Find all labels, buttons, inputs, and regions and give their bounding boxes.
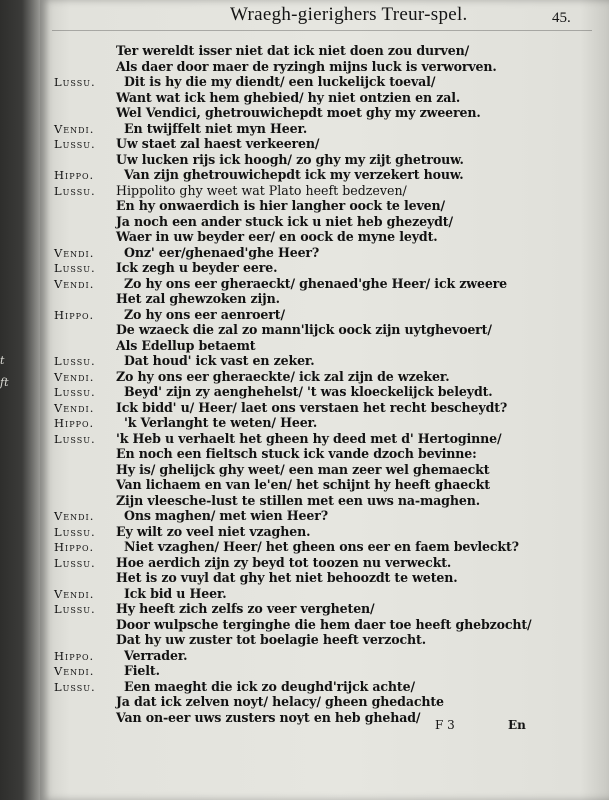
page-number: 45. (552, 10, 571, 26)
speaker-name: Vendi. (54, 400, 95, 415)
speaker-name: Hippo. (54, 648, 95, 663)
verse-text: Het zal ghewzoken zijn. (116, 291, 280, 306)
verse-text: Want wat ick hem ghebied/ hy niet ontzien en zal. (116, 89, 461, 105)
verse-text: Het is zo vuyl dat ghy het niet behoozdt te weten. (116, 570, 458, 585)
verse-text: Ons maghen/ met wien Heer? (124, 508, 328, 523)
verse-text: Uw staet zal haest verkeeren/ (116, 136, 320, 151)
speaker-name: Hippo. (54, 307, 95, 322)
verse-text: Verrader. (124, 647, 188, 663)
verse-text: Als daer door maer de ryzingh mijns luck is verworven. (116, 58, 497, 74)
speaker-name: Hippo. (54, 416, 95, 430)
margin-fragment: t (0, 354, 5, 367)
verse-text: Dit is hy die my diendt/ een luckelijck toeval/ (124, 74, 436, 89)
verse-text: Ick bidd' u/ Heer/ laet ons verstaen het recht bescheydt? (116, 399, 508, 415)
verse-text: Ter wereldt isser niet dat ick niet doen zou durven/ (116, 43, 470, 58)
verse-text: Ja noch een ander stuck ick u niet heb ghezeydt/ (116, 213, 453, 229)
speaker-name: Vendi. (54, 509, 95, 523)
left-margin-fragments (0, 350, 14, 394)
verse-text: Zijn vleesche-lust te stillen met een uws na-maghen. (116, 492, 480, 508)
speaker-name: Lussu. (54, 385, 96, 399)
verse-text: Zo hy ons eer gheraeckte/ ick zal zijn de wzeker. (116, 368, 450, 384)
verse-text: Van lichaem en van le'en/ het schijnt hy heeft ghaeckt (116, 477, 490, 492)
verse-text: En twijffelt niet myn Heer. (124, 120, 308, 136)
verse-text: En hy onwaerdich is hier langher oock te leven/ (116, 198, 445, 213)
speaker-name: Lussu. (54, 183, 96, 198)
verse-text: De wzaeck die zal zo mann'lijck oock zijn uytghevoert/ (116, 322, 492, 337)
speaker-name: Vendi. (54, 369, 95, 384)
speaker-name: Vendi. (54, 276, 95, 291)
verse-text: Hippolito ghy weet wat Plato heeft bedzeven/ (116, 182, 407, 198)
speaker-name: Vendi. (54, 664, 95, 678)
verse-text: Door wulpsche terginghe die hem daer toe heeft ghebzocht/ (116, 616, 532, 632)
speaker-name: Lussu. (54, 431, 96, 446)
margin-fragment: ft (0, 376, 9, 389)
verse-text: Zo hy ons eer gheraeckt/ ghenaed'ghe Heer/ ick zweere (124, 275, 508, 291)
speaker-name: Vendi. (54, 245, 95, 260)
verse-text: Ick bid u Heer. (124, 585, 227, 601)
verse-text: Een maeght die ick zo deughd'rijck achte/ (124, 678, 415, 694)
verse-text: Fielt. (124, 663, 160, 678)
speaker-name: Lussu. (54, 261, 96, 275)
speaker-name: Lussu. (54, 524, 96, 539)
verse-text: Dat hy uw zuster tot boelagie heeft verzocht. (116, 632, 426, 647)
speaker-name: Hippo. (54, 540, 95, 554)
catchword: En (508, 718, 526, 732)
verse-text: Van zijn ghetrouwichepdt ick my verzekert houw. (124, 167, 464, 182)
speaker-name: Vendi. (54, 586, 95, 601)
verse-text: 'k Verlanght te weten/ Heer. (124, 415, 318, 430)
verse-text: Als Edellup betaemt (116, 337, 256, 353)
verse-text: Beyd' zijn zy aenghehelst/ 't was kloeckelijck beleydt. (124, 384, 493, 399)
speaker-name: Lussu. (54, 555, 96, 570)
verse-text: Hy is/ ghelijck ghy weet/ een man zeer wel ghemaeckt (116, 461, 490, 477)
verse-text: Onz' eer/ghenaed'ghe Heer? (124, 244, 320, 260)
speaker-name: Lussu. (54, 602, 96, 616)
book-page (40, 0, 609, 800)
verse-text: Ey wilt zo veel niet vzaghen. (116, 523, 311, 539)
verse-text: Uw lucken rijs ick hoogh/ zo ghy my zijt ghetrouw. (116, 151, 464, 167)
verse-text: Hy heeft zich zelfs zo veer vergheten/ (116, 601, 375, 616)
speaker-name: Lussu. (54, 137, 96, 151)
running-head: Wraegh-gierighers Treur-spel. (230, 4, 468, 25)
verse-text: Dat houd' ick vast en zeker. (124, 353, 315, 368)
verse-text: Zo hy ons eer aenroert/ (124, 306, 285, 322)
speaker-name: Vendi. (54, 121, 95, 136)
verse-text: Ick zegh u beyder eere. (116, 260, 278, 275)
verse-text: Hoe aerdich zijn zy beyd tot toozen nu verweckt. (116, 554, 452, 570)
verse-text: Van on-eer uws zusters noyt en heb ghehad/ (116, 709, 421, 725)
speaker-name: Lussu. (54, 679, 96, 694)
verse-text: En noch een fieltsch stuck ick vande dzoch bevinne: (116, 446, 477, 461)
verse-text: Waer in uw beyder eer/ en oock de myne leydt. (116, 229, 438, 244)
verse-text: Ja dat ick zelven noyt/ helacy/ gheen ghedachte (116, 694, 444, 709)
signature-mark: F 3 (435, 718, 455, 732)
speaker-name: Lussu. (54, 75, 96, 89)
speaker-name: Hippo. (54, 168, 95, 182)
verse-text: Wel Vendici, ghetrouwichepdt moet ghy my zweeren. (116, 105, 481, 120)
verse-lines (40, 0, 609, 800)
verse-text: Niet vzaghen/ Heer/ het gheen ons eer en faem bevleckt? (124, 539, 519, 554)
speaker-name: Lussu. (54, 354, 96, 368)
verse-text: 'k Heb u verhaelt het gheen hy deed met d' Hertoginne/ (116, 430, 502, 446)
